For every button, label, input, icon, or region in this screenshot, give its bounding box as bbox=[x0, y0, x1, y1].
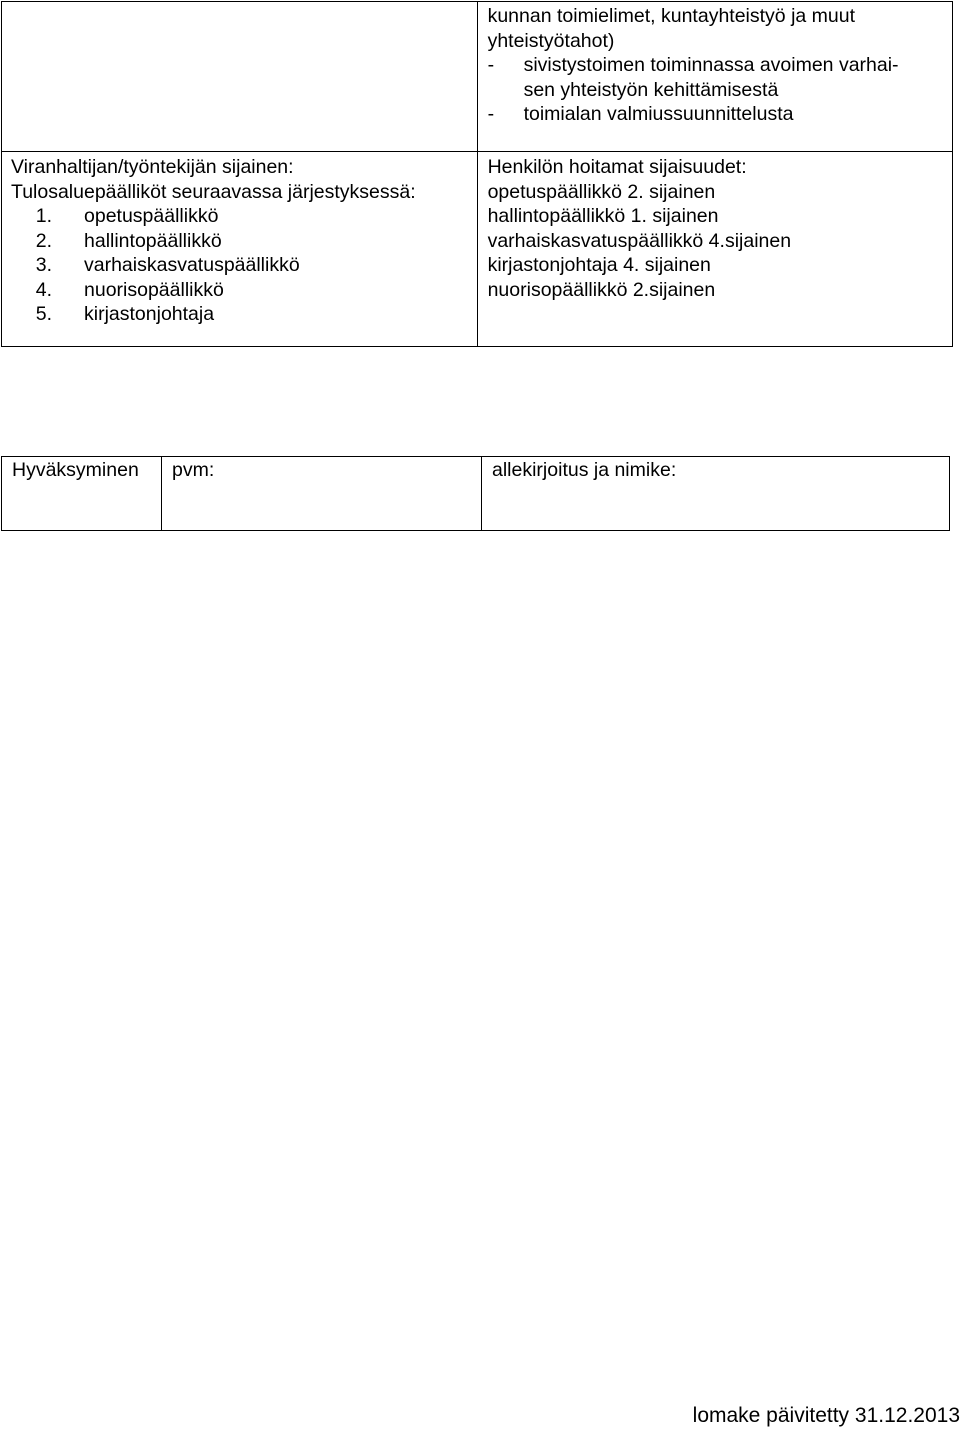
list-item: kirjastonjohtaja 4. sijainen bbox=[487, 254, 711, 276]
responsibility-line: kunnan toimielimet, kuntayhteistyö ja muut bbox=[487, 5, 856, 27]
list-item-text: nuorisopäällikkö bbox=[84, 278, 224, 301]
empty-cell bbox=[2, 2, 478, 152]
date-field[interactable] bbox=[162, 457, 482, 531]
handled-substitutions-heading: Henkilön hoitamat sijaisuudet: bbox=[487, 156, 747, 178]
approval-label-cell bbox=[2, 457, 162, 531]
list-item bbox=[488, 53, 946, 102]
list-number: 5. bbox=[35, 303, 52, 325]
substitute-heading: Viranhaltijan/työntekijän sijainen: bbox=[11, 156, 294, 178]
responsibility-table bbox=[1, 1, 953, 347]
signature-label: allekirjoitus ja nimike: bbox=[492, 459, 677, 481]
list-item bbox=[11, 302, 471, 327]
list-item bbox=[488, 102, 946, 127]
dash-bullet: - bbox=[487, 103, 495, 125]
list-item bbox=[11, 278, 471, 303]
table-row bbox=[2, 152, 953, 347]
list-item-text: kirjastonjohtaja bbox=[84, 303, 215, 325]
form-updated-date: lomake päivitetty 31.12.2013 bbox=[692, 1404, 960, 1427]
list-item: hallintopäällikkö 1. sijainen bbox=[487, 205, 719, 227]
table-row bbox=[2, 2, 953, 152]
date-label: pvm: bbox=[172, 459, 215, 481]
dash-bullet: - bbox=[487, 54, 495, 76]
approval-label: Hyväksyminen bbox=[12, 459, 139, 481]
list-item-text: opetuspäällikkö bbox=[84, 205, 219, 227]
table-row bbox=[2, 457, 950, 531]
list-item: nuorisopäällikkö 2.sijainen bbox=[487, 278, 716, 301]
responsibilities-cell bbox=[477, 2, 952, 152]
responsibility-line: yhteistyötahot) bbox=[487, 29, 615, 52]
list-item bbox=[11, 253, 471, 278]
handled-substitutions-cell bbox=[477, 152, 952, 347]
substitute-order-heading: Tulosaluepäälliköt seuraavassa järjestyksessä: bbox=[11, 180, 416, 203]
list-item-text: hallintopäällikkö bbox=[84, 229, 222, 252]
list-item-text: toimialan valmiussuunnittelusta bbox=[523, 103, 794, 125]
substitute-cell bbox=[2, 152, 478, 347]
list-number: 4. bbox=[35, 278, 52, 301]
list-number: 2. bbox=[35, 229, 52, 252]
list-item-text: varhaiskasvatuspäällikkö bbox=[84, 254, 300, 276]
approval-table bbox=[1, 456, 950, 531]
list-item: varhaiskasvatuspäällikkö 4.sijainen bbox=[487, 229, 792, 252]
list-number: 1. bbox=[35, 205, 52, 227]
list-item-text: sen yhteistyön kehittämisestä bbox=[523, 78, 779, 101]
list-number: 3. bbox=[35, 254, 52, 276]
list-item-text: sivistystoimen toiminnassa avoimen varhai- bbox=[523, 54, 899, 76]
list-item bbox=[11, 229, 471, 254]
list-item bbox=[11, 204, 471, 229]
list-item: opetuspäällikkö 2. sijainen bbox=[487, 180, 716, 203]
signature-field[interactable] bbox=[482, 457, 950, 531]
